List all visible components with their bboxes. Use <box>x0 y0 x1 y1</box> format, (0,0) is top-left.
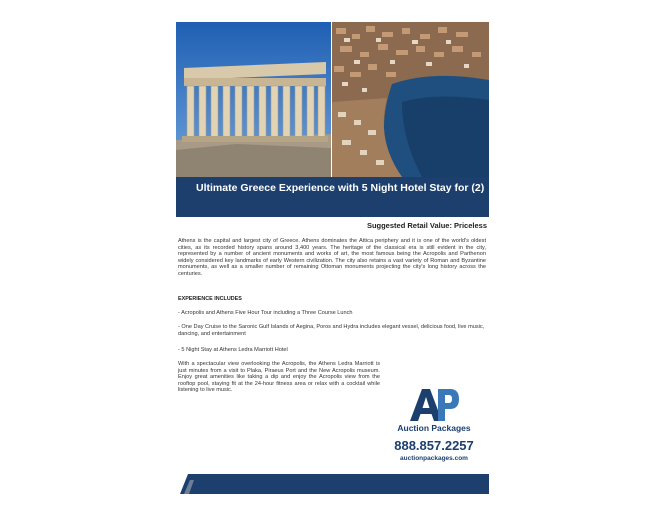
brand-name: Auction Packages <box>397 423 471 433</box>
flyer <box>176 22 489 494</box>
package-title: Ultimate Greece Experience with 5 Night Hotel Stay for (2) <box>196 182 485 194</box>
hotel-paragraph: With a spectacular view overlooking the Acropolis, the Athens Ledra Marriott is just minutes from a visit to Plaka, Piraeus Port and the New Acropolis museum. Enjoy great amenities like taking a dip and enjoy the Acropolis view from the rooftop pool, staying fit at the 24-hour fitness area or relax with a cocktail while listening to live music. <box>178 361 380 394</box>
included-item-hotel: - 5 Night Stay at Athens Ledra Marriott Hotel <box>178 347 288 353</box>
intro-paragraph: Athens is the capital and largest city of Greece. Athens dominates the Attica periphery and it is one of the world's oldest cities, as its recorded history spans around 3,400 years. The heritage of the classical era is still evident in the city, represented by a number of ancient monuments and works of art, the most famous being the Acropolis and Parthenon widely considered key landmarks of early Western civilization. The city also retains a vast variety of Roman and Byzantine monuments, as well as a smaller number of remaining Ottoman monuments projecting the city's long history across the centuries. <box>178 238 486 277</box>
retail-value: Suggested Retail Value: Priceless <box>366 221 487 230</box>
phone-number: 888.857.2257 <box>394 438 474 453</box>
section-heading: EXPERIENCE INCLUDES <box>178 296 242 302</box>
ap-logo-mark <box>408 388 460 422</box>
included-item-cruise: - One Day Cruise to the Saronic Gulf Islands of Aegina, Poros and Hydra includes elegant vessel, delicious food, live music, dancing, and entertainment <box>178 324 485 337</box>
parthenon-photo <box>176 22 331 177</box>
title-band <box>176 177 489 217</box>
included-item-tour: - Acropolis and Athens Five Hour Tour including a Three Course Lunch <box>178 310 353 316</box>
website: auctionpackages.com <box>400 455 468 462</box>
footer-band <box>176 474 489 494</box>
auction-packages-logo <box>384 388 484 462</box>
header-photos <box>176 22 489 177</box>
harbor-photo <box>332 22 489 177</box>
